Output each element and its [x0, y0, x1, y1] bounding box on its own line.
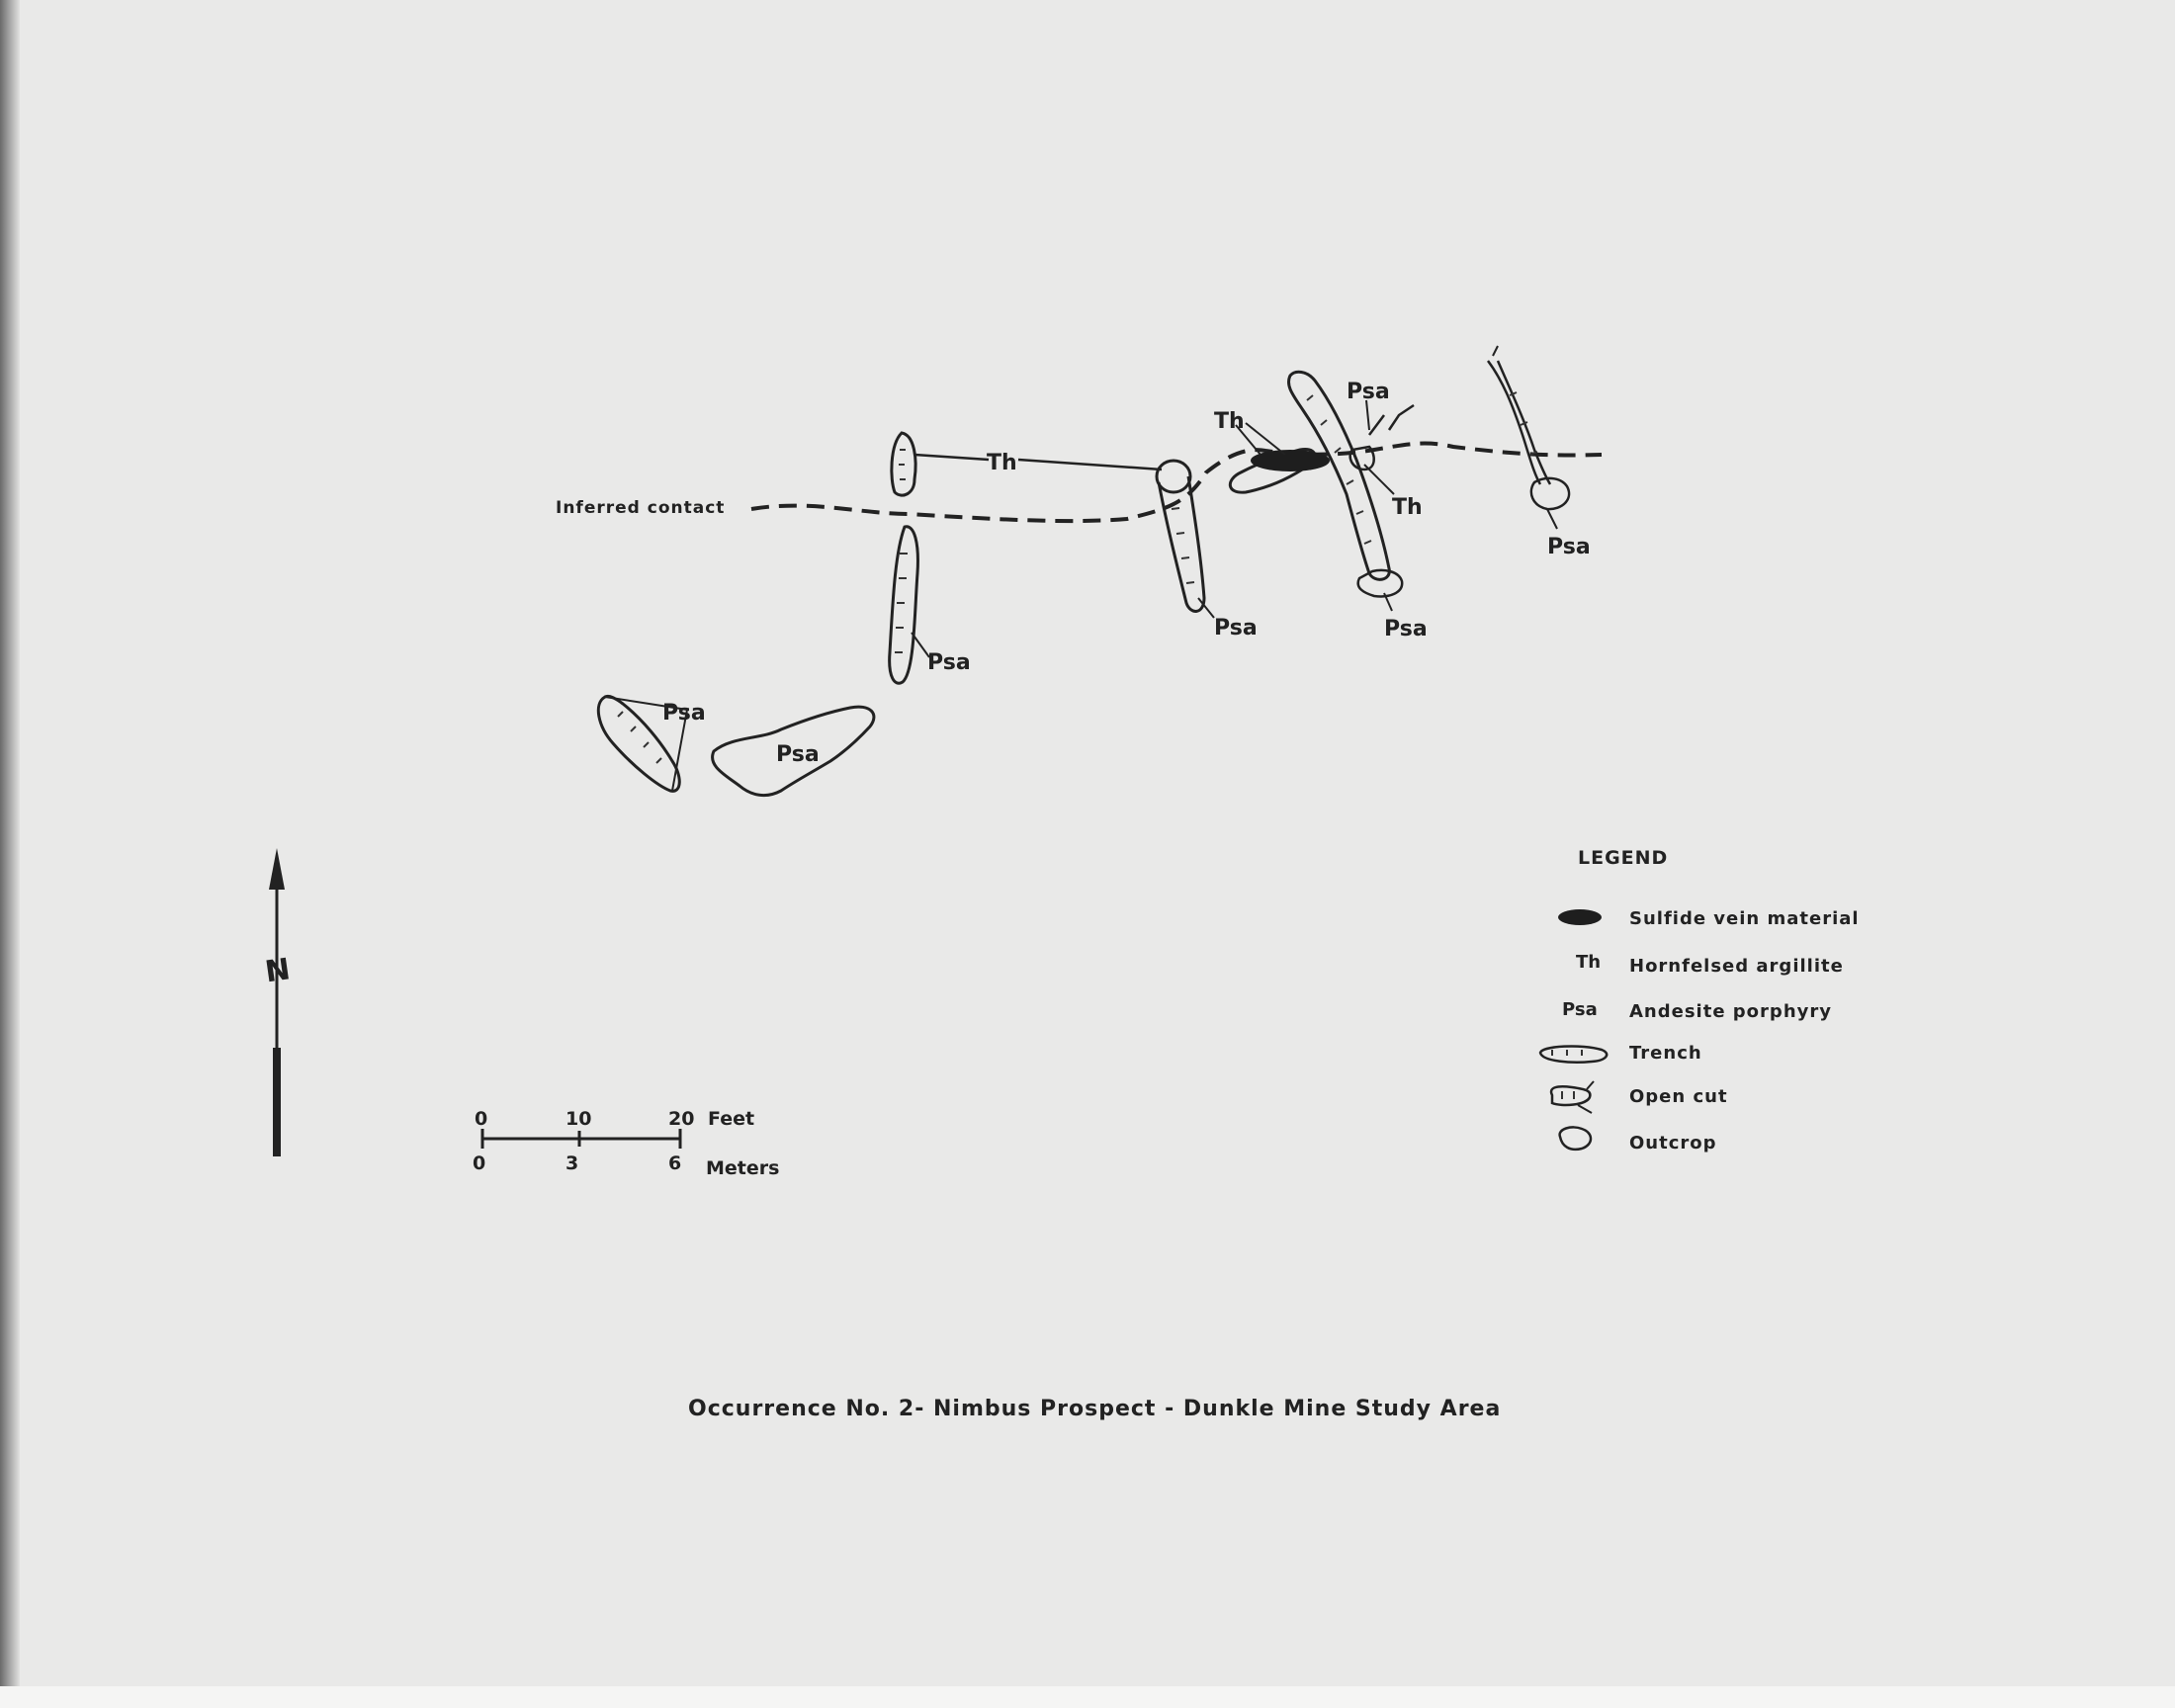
th-west-leader [914, 455, 1162, 470]
trench-west-south [890, 527, 918, 684]
scale-meters-unit: Meters [706, 1157, 780, 1179]
legend-item-andesite: Andesite porphyry [1629, 1001, 1832, 1022]
trench-east-complex [1230, 372, 1414, 596]
psa-west-trench-label: Psa [927, 650, 971, 675]
psa-top-label: Psa [1347, 380, 1390, 404]
scale-meters-6: 6 [668, 1153, 682, 1174]
sulfide-vein-symbol [1558, 909, 1602, 925]
north-arrow [269, 848, 285, 1156]
scale-feet-20: 20 [668, 1108, 695, 1130]
scale-meters-3: 3 [566, 1153, 579, 1174]
th-east-label: Th [1392, 495, 1423, 520]
scale-feet-10: 10 [566, 1108, 592, 1130]
trench-symbol [1540, 1046, 1607, 1062]
psa-bottom-label: Psa [1384, 617, 1428, 641]
legend-symbol-psa: Psa [1562, 999, 1598, 1020]
scale-bar [482, 1129, 680, 1149]
legend-item-open-cut: Open cut [1629, 1086, 1728, 1107]
legend-item-trench: Trench [1629, 1043, 1702, 1064]
psa-far-east-label: Psa [1547, 535, 1591, 559]
open-cut-symbol [1551, 1081, 1594, 1113]
th-center-label: Th [1214, 409, 1245, 434]
north-arrow-letter: N [263, 952, 293, 990]
legend-symbol-th: Th [1576, 952, 1602, 973]
trench-west-north [892, 433, 915, 495]
inferred-contact-label: Inferred contact [556, 498, 726, 518]
scale-feet-0: 0 [475, 1108, 488, 1130]
trench-far-east [1488, 346, 1569, 509]
legend-item-sulfide: Sulfide vein material [1629, 908, 1860, 929]
map-caption: Occurrence No. 2- Nimbus Prospect - Dunkle Mine Study Area [688, 1397, 1502, 1421]
legend-title: LEGEND [1578, 847, 1669, 869]
outcrop-symbol [1560, 1127, 1591, 1149]
psa-outcrop-label: Psa [776, 742, 820, 767]
psa-center-trench-label: Psa [1214, 616, 1258, 640]
psa-far-east-leader [1547, 509, 1557, 529]
legend-item-outcrop: Outcrop [1629, 1133, 1717, 1153]
th-east-leader [1364, 465, 1394, 494]
psa-diag-trench-label: Psa [662, 701, 706, 726]
legend-item-hornfelsed: Hornfelsed argillite [1629, 956, 1844, 977]
scale-feet-unit: Feet [708, 1108, 755, 1130]
psa-top-leader [1366, 400, 1369, 430]
legend [1540, 847, 1860, 1153]
scale-meters-0: 0 [473, 1153, 486, 1174]
th-west-label: Th [987, 451, 1017, 475]
